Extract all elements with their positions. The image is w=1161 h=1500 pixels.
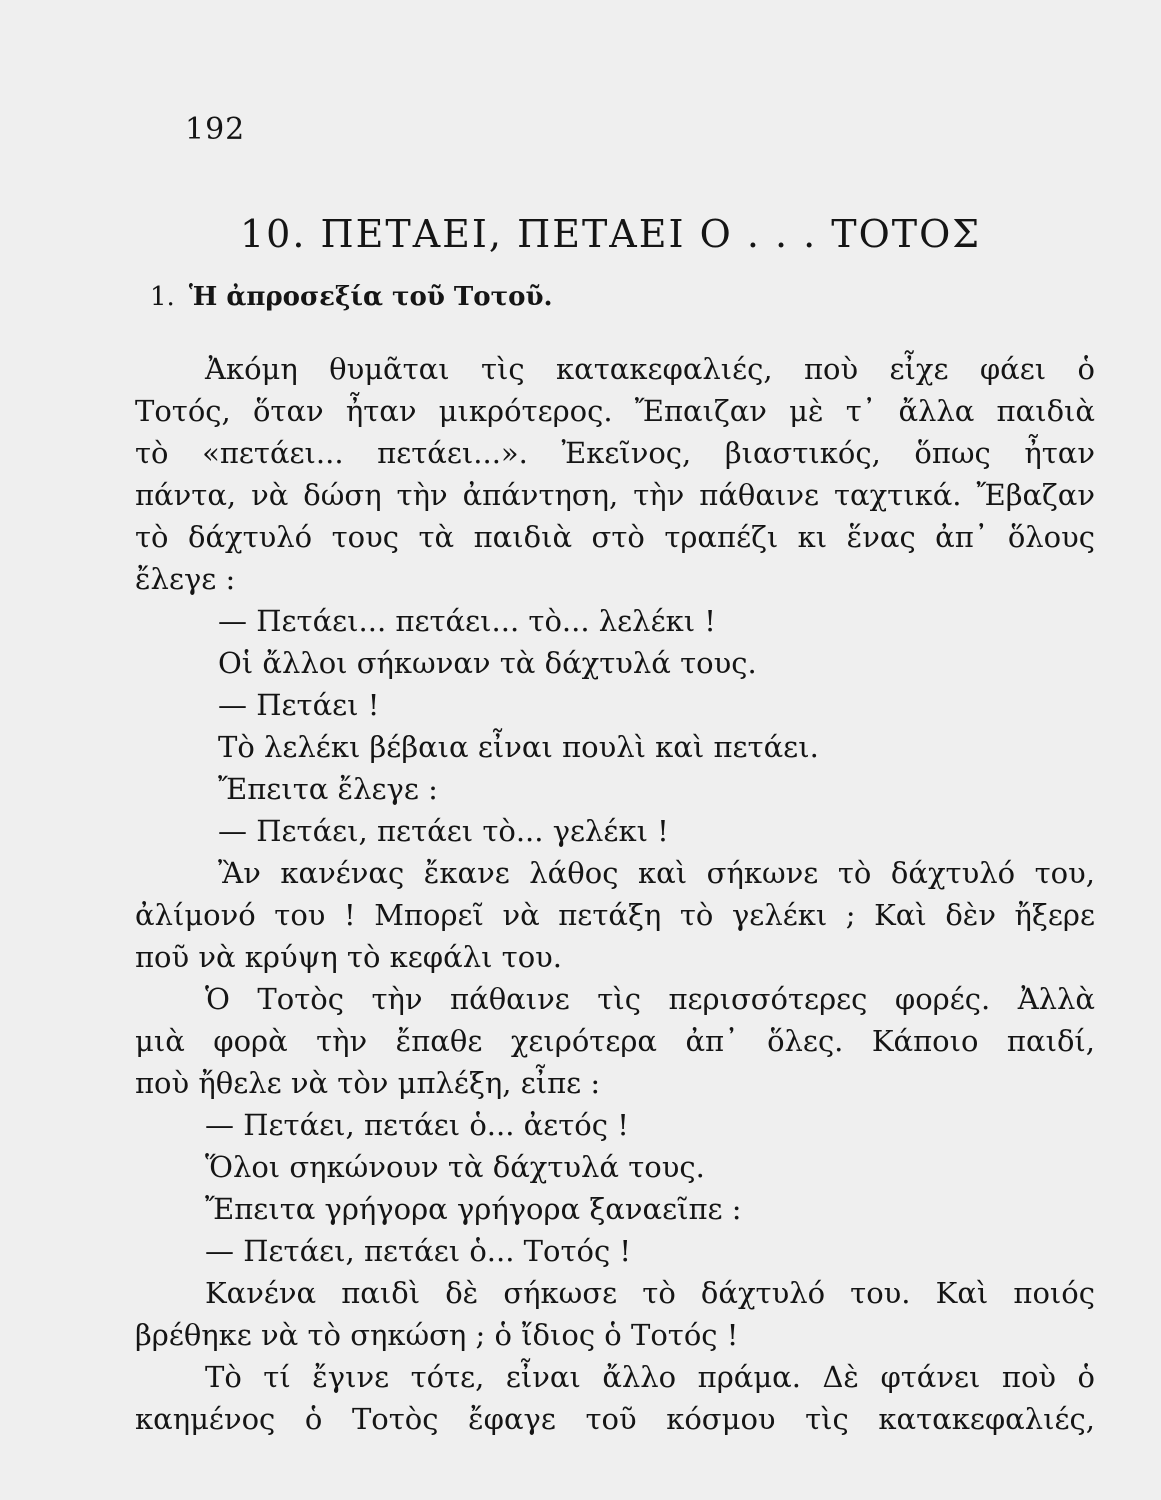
dialogue-line: — Πετάει... πετάει... τὸ... λελέκι !: [218, 604, 716, 638]
dialogue-line: — Πετάει !: [218, 688, 380, 722]
text-line: ποὺ ἤθελε νὰ τὸν μπλέξη, εἶπε :: [135, 1066, 601, 1100]
chapter-title: 10. ΠΕΤΑΕΙ, ΠΕΤΑΕΙ Ο . . . ΤΟΤΟΣ: [240, 212, 982, 256]
text-line: Ἂν κανένας ἔκανε λάθος καὶ σήκωνε τὸ δάχτυλό του,: [218, 856, 1095, 890]
text-line: Κανένα παιδὶ δὲ σήκωσε τὸ δάχτυλό του. Καὶ ποιός: [205, 1276, 1095, 1310]
text-line: Ὁ Τοτὸς τὴν πάθαινε τὶς περισσότερες φορές. Ἀλλὰ: [205, 982, 1095, 1016]
section-heading: [150, 282, 553, 312]
text-line: Ἔπειτα γρήγορα γρήγορα ξαναεῖπε :: [205, 1192, 742, 1226]
text-line: Τοτός, ὅταν ἦταν μικρότερος. Ἔπαιζαν μὲ τ᾽ ἄλλα παιδιὰ: [135, 394, 1095, 428]
text-line: τὸ δάχτυλό τους τὰ παιδιὰ στὸ τραπέζι κι ἕνας ἀπ᾽ ὅλους: [135, 520, 1095, 554]
text-line: πάντα, νὰ δώση τὴν ἀπάντηση, τὴν πάθαινε ταχτικά. Ἔβαζαν: [135, 478, 1095, 512]
text-line: Οἱ ἄλλοι σήκωναν τὰ δάχτυλά τους.: [218, 646, 757, 680]
text-line: Ὅλοι σηκώνουν τὰ δάχτυλά τους.: [205, 1150, 705, 1184]
dialogue-line: — Πετάει, πετάει ὁ... Τοτός !: [205, 1234, 632, 1268]
text-line: καημένος ὁ Τοτὸς ἔφαγε τοῦ κόσμου τὶς κατακεφαλιές,: [135, 1402, 1095, 1436]
section-number: 1.: [150, 282, 175, 312]
page-number: 192: [185, 112, 246, 147]
text-line: ποῦ νὰ κρύψη τὸ κεφάλι του.: [135, 940, 563, 974]
text-line: βρέθηκε νὰ τὸ σηκώση ; ὁ ἴδιος ὁ Τοτός !: [135, 1318, 739, 1352]
text-line: τὸ «πετάει... πετάει...». Ἐκεῖνος, βιαστικός, ὅπως ἦταν: [135, 436, 1095, 470]
text-line: Τὸ λελέκι βέβαια εἶναι πουλὶ καὶ πετάει.: [218, 730, 819, 764]
dialogue-line: — Πετάει, πετάει τὸ... γελέκι !: [218, 814, 669, 848]
text-line: ἀλίμονό του ! Μπορεῖ νὰ πετάξη τὸ γελέκι ; Καὶ δὲν ἤξερε: [135, 898, 1095, 932]
text-line: Τὸ τί ἔγινε τότε, εἶναι ἄλλο πράμα. Δὲ φτάνει ποὺ ὁ: [205, 1360, 1095, 1394]
text-line: Ἀκόμη θυμᾶται τὶς κατακεφαλιές, ποὺ εἶχε φάει ὁ: [205, 352, 1095, 386]
section-title: Ἡ ἀπροσεξία τοῦ Τοτοῦ.: [188, 282, 553, 312]
text-line: μιὰ φορὰ τὴν ἔπαθε χειρότερα ἀπ᾽ ὅλες. Κάποιο παιδί,: [135, 1024, 1095, 1058]
dialogue-line: — Πετάει, πετάει ὁ... ἀετός !: [205, 1108, 629, 1142]
text-line: Ἔπειτα ἔλεγε :: [218, 772, 438, 806]
text-line: ἔλεγε :: [135, 562, 236, 596]
